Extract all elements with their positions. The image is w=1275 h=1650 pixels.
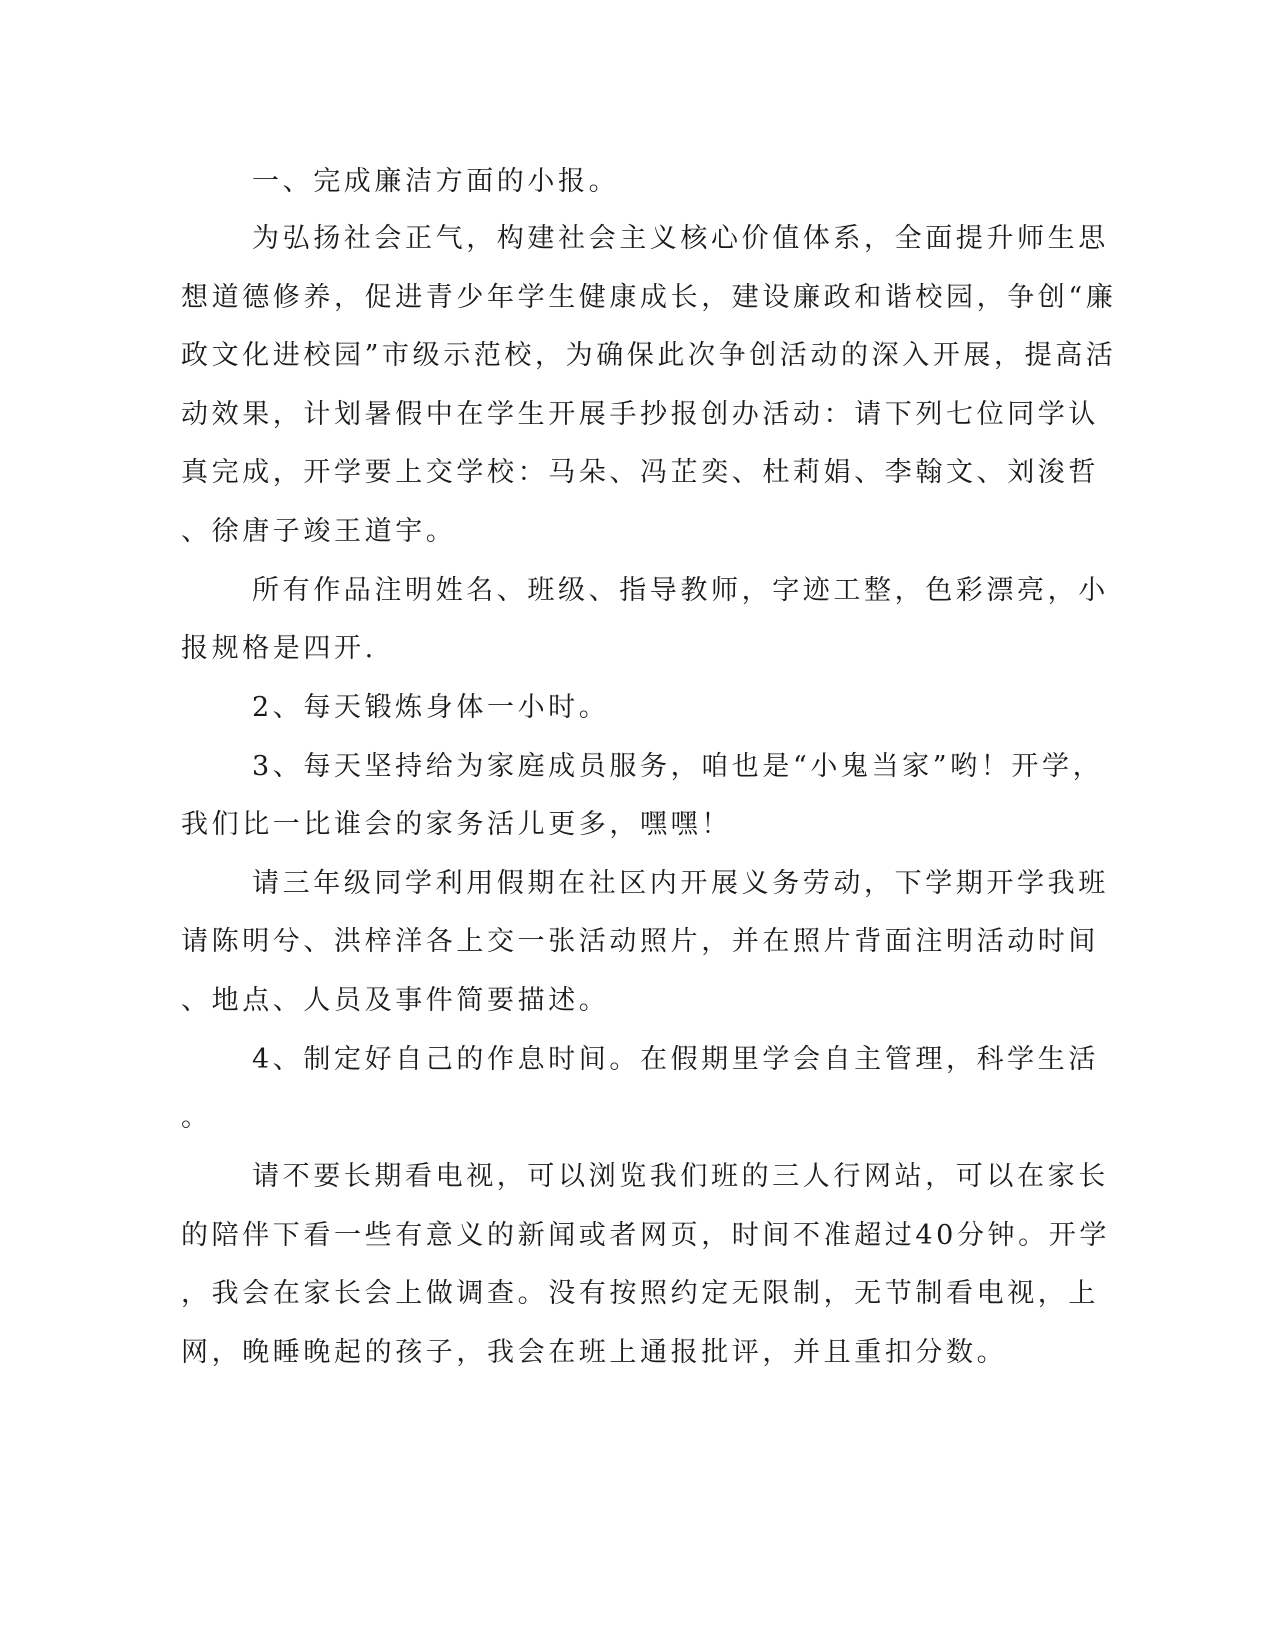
paragraph-line: 、地点、人员及事件简要描述。: [181, 985, 610, 1016]
paragraph-line: 请陈明兮、洪梓洋各上交一张活动照片，并在照片背面注明活动时间: [181, 926, 1099, 957]
paragraph-line: 动效果，计划暑假中在学生开展手抄报创办活动：请下列七位同学认: [181, 399, 1099, 430]
paragraph-line: 、徐唐子竣王道宇。: [181, 516, 457, 547]
section-4-heading: 4、制定好自己的作息时间。在假期里学会自主管理，科学生活: [252, 1044, 1099, 1075]
paragraph-line: 请三年级同学利用假期在社区内开展义务劳动，下学期开学我班: [252, 868, 1109, 899]
paragraph-line: 。: [181, 1102, 212, 1133]
paragraph-line: 所有作品注明姓名、班级、指导教师，字迹工整，色彩漂亮，小: [252, 575, 1109, 606]
paragraph-line: 为弘扬社会正气，构建社会主义核心价值体系，全面提升师生思: [252, 223, 1109, 254]
paragraph-line: 我们比一比谁会的家务活儿更多，嘿嘿！: [181, 809, 732, 840]
paragraph-line: 真完成，开学要上交学校：马朵、冯芷奕、杜莉娟、李翰文、刘浚哲: [181, 457, 1099, 488]
paragraph-line: 想道德修养，促进青少年学生健康成长，建设廉政和谐校园，争创“廉: [181, 282, 1117, 313]
paragraph-line: ，我会在家长会上做调查。没有按照约定无限制，无节制看电视，上: [181, 1278, 1099, 1309]
section-3-heading: 3、每天坚持给为家庭成员服务，咱也是“小鬼当家”哟！开学，: [252, 751, 1104, 782]
section-2-heading: 2、每天锻炼身体一小时。: [252, 692, 610, 723]
section-1-heading: 一、完成廉洁方面的小报。: [252, 166, 620, 197]
paragraph-line: 的陪伴下看一些有意义的新闻或者网页，时间不准超过40分钟。开学: [181, 1220, 1110, 1251]
paragraph-line: 政文化进校园”市级示范校，为确保此次争创活动的深入开展，提高活: [181, 340, 1117, 371]
paragraph-line: 报规格是四开.: [181, 633, 377, 664]
paragraph-line: 网，晚睡晚起的孩子，我会在班上通报批评，并且重扣分数。: [181, 1337, 1008, 1368]
paragraph-line: 请不要长期看电视，可以浏览我们班的三人行网站，可以在家长: [252, 1161, 1109, 1192]
